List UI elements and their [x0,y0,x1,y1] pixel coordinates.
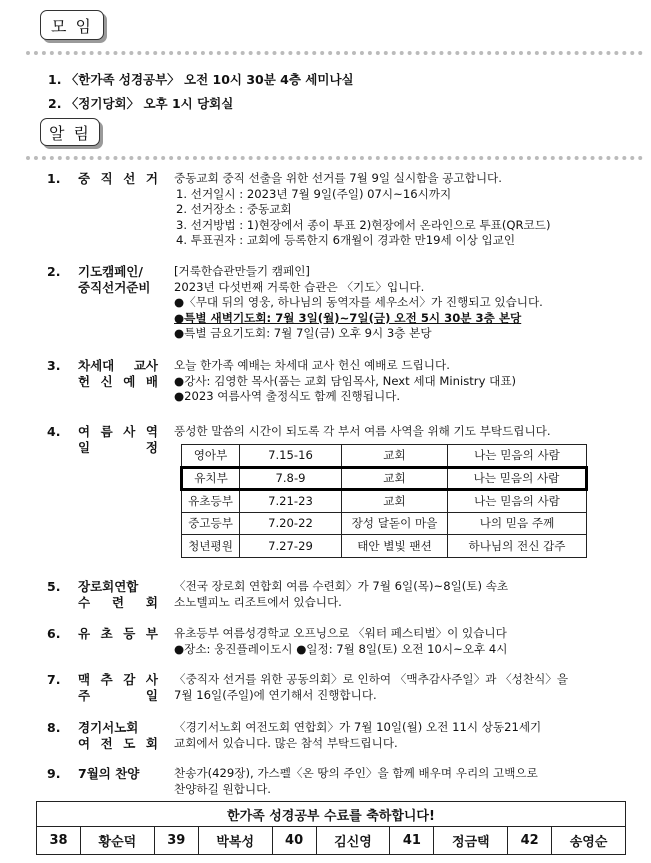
item-number: 6. [47,626,61,641]
graduate-name: 박복성 [198,827,272,855]
item-number: 3. [47,358,61,373]
item-body: 중동교회 중직 선출을 위한 선거를 7월 9일 실시함을 공고합니다. 1. 선거일시 : 2023년 7월 9일(주일) 07시~16시까지 2. 선거장소 : 중동교회 3. 선거방법 : 1)현장에서 종이 투표 2)현장에서 온라인으로 투표(QR코드) 4. 투표권자 : 교회에 등록한지 6개월이 경과한 만19세 이상 입교인 [174,171,551,248]
graduate-number: 41 [390,827,434,855]
item-title: 유 초 등 부 [78,626,158,641]
table-row: 영아부 7.15-16 교회 나는 믿음의 사람 [182,445,587,468]
item-number: 7. [47,672,61,687]
item-body: 〈전국 장로회 연합회 여름 수련회〉가 7월 6일(목)~8일(토) 속초 소노텔피노 리조트에서 있습니다. [174,579,509,609]
announcements-divider [26,156,643,160]
gathering-item-2: 2. 〈정기당회〉 오후 1시 당회실 [48,96,234,111]
graduate-number: 40 [272,827,316,855]
special-dawn-prayer: ●특별 새벽기도회: 7월 3일(월)~7일(금) 오전 5시 30분 3층 본당 [174,310,522,325]
item-title: 경기서노회 여 전 도 회 [78,720,158,751]
table-row: 유초등부 7.21-23 교회 나는 믿음의 사람 [182,490,587,513]
item-body: 풍성한 말씀의 시간이 되도록 각 부서 여름 사역을 위해 기도 부탁드립니다. [174,424,551,438]
summer-schedule-table [180,444,588,558]
graduate-name: 정금택 [434,827,508,855]
item-number: 2. [47,264,61,279]
item-number: 1. [47,171,61,186]
graduate-number: 38 [37,827,81,855]
graduate-number: 42 [508,827,552,855]
item-title: 여 름 사 역 일 정 [78,424,158,455]
item-body: [거룩한습관만들기 캠페인] 2023년 다섯번째 거룩한 습관은 〈기도〉입니다. ●〈무대 뒤의 영웅, 하나님의 동역자를 세우소서〉가 진행되고 있습니다. ●특별 새벽기도회: 7월 3일(월)~7일(금) 오전 5시 30분 3층 본당 ●특별 금요기도회: 7월 7일(금) 오후 9시 3층 본당 [174,264,627,342]
item-number: 4. [47,424,61,439]
table-row: 중고등부 7.20-22 장성 달돋이 마을 나의 믿음 주께 [182,512,587,535]
announcements-header: 알 림 [40,118,100,146]
table-row [37,827,626,855]
item-title: 차세대 교사 헌 신 예 배 [78,358,158,389]
item-title: 중 직 선 거 [78,171,158,186]
item-body: 유초등부 여름성경학교 오프닝으로 〈워터 페스티벌〉이 있습니다 ●장소: 웅진플레이도시 ●일정: 7월 8일(토) 오전 10시~오후 4시 [174,626,508,656]
item-body: 〈중직자 선거를 위한 공동의회〉로 인하여 〈맥추감사주일〉과 〈성찬식〉을 7월 16일(주일)에 연기해서 진행합니다. [174,672,569,702]
item-number: 8. [47,720,61,735]
gatherings-header: 모 임 [40,10,104,40]
item-title: 기도캠페인/ 중직선거준비 [78,264,151,295]
graduation-title: 한가족 성경공부 수료를 축하합니다! [36,801,626,827]
item-body: 찬송가(429장), 가스펠〈온 땅의 주인〉을 함께 배우며 우리의 고백으로 찬양하길 원합니다. [174,766,538,796]
item-title: 7월의 찬양 [78,766,140,781]
item-title: 장로회연합 수 련 회 [78,579,158,610]
gatherings-divider [26,51,643,55]
item-number: 5. [47,579,61,594]
item-title: 맥 추 감 사 주 일 [78,672,158,703]
graduate-name: 김신영 [316,827,390,855]
item-body: 〈경기서노회 여전도회 연합회〉가 7월 10일(월) 오전 11시 상동21세기 교회에서 있습니다. 많은 참석 부탁드립니다. [174,720,542,750]
graduate-number: 39 [154,827,198,855]
graduate-name: 송영순 [552,827,626,855]
graduates-table [36,826,626,855]
gathering-item-1: 1. 〈한가족 성경공부〉 오전 10시 30분 4층 세미나실 [48,72,354,87]
table-row-highlighted: 유치부 7.8-9 교회 나는 믿음의 사람 [182,467,587,490]
graduate-name: 황순덕 [81,827,155,855]
item-number: 9. [47,766,61,781]
table-row: 청년평원 7.27-29 태안 별빛 팬션 하나님의 전신 갑주 [182,535,587,558]
item-body: 오늘 한가족 예배는 차세대 교사 헌신 예배로 드립니다. ●강사: 김영한 목사(품는 교회 담임목사, Next 세대 Ministry 대표) ●2023 여름사역 출정식도 함께 진행됩니다. [174,358,517,404]
